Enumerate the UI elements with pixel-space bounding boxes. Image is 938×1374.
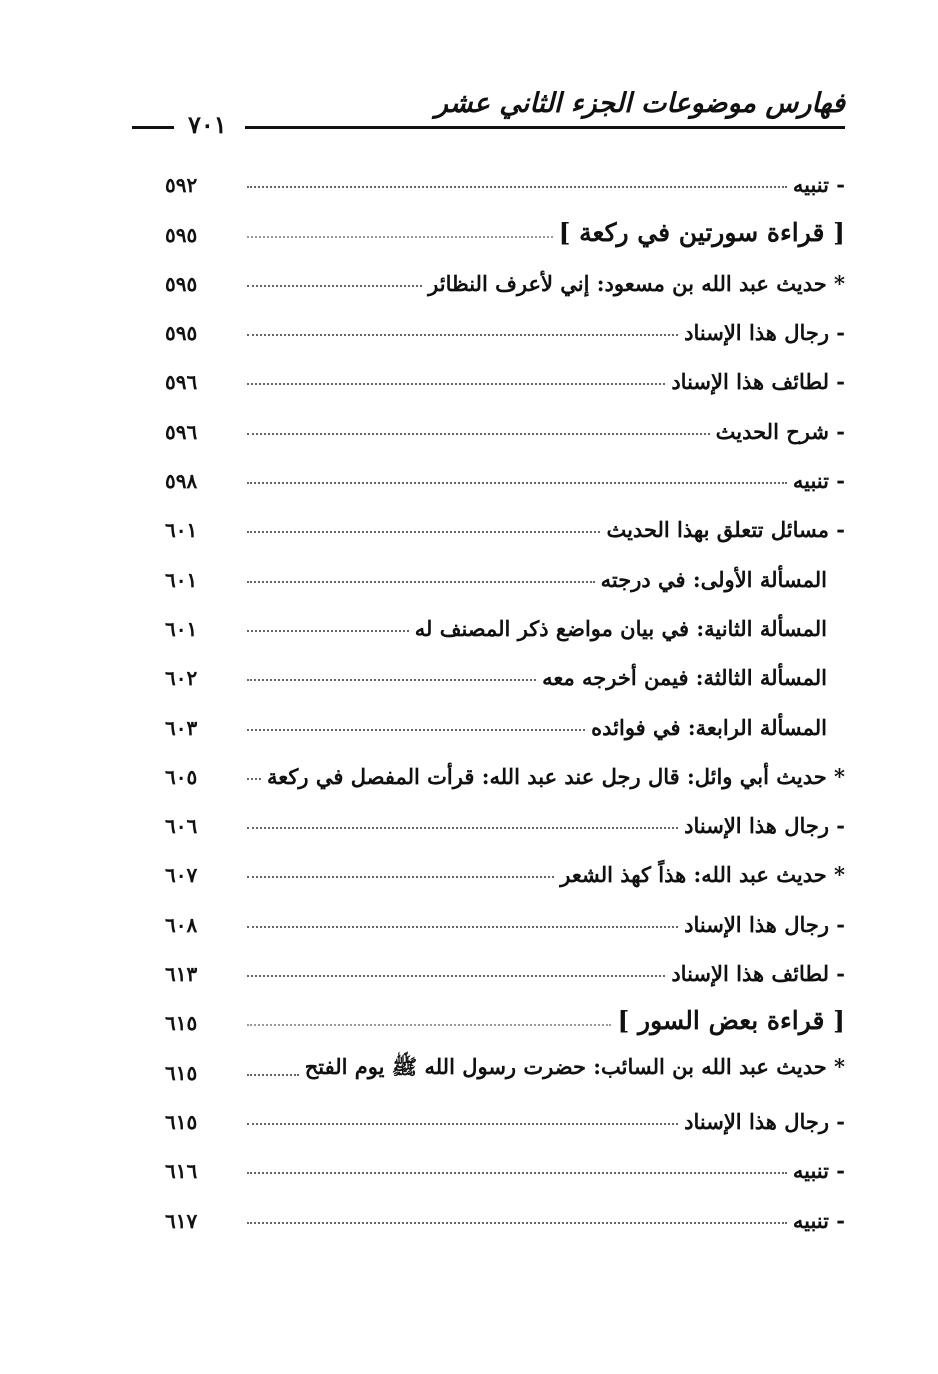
entry-text: - مسائل تتعلق بهذا الحديث bbox=[606, 517, 845, 543]
entry-text: - تنبيه bbox=[792, 172, 845, 198]
toc-entry bbox=[165, 1183, 845, 1232]
entry-page: ٥٩٥ bbox=[165, 222, 198, 247]
entry-page: ٥٩٢ bbox=[165, 173, 198, 198]
dot-leader bbox=[247, 334, 678, 336]
entry-page: ٦٠١ bbox=[165, 567, 198, 592]
toc-subentry bbox=[165, 592, 845, 641]
entry-page: ٥٩٥ bbox=[165, 271, 198, 296]
dot-leader bbox=[247, 679, 536, 681]
dot-leader bbox=[247, 1074, 299, 1076]
toc-subentry bbox=[165, 542, 845, 591]
entry-page: ٥٩٦ bbox=[165, 419, 198, 444]
dot-leader bbox=[247, 285, 422, 287]
toc-entry bbox=[165, 345, 845, 394]
toc-entry bbox=[165, 444, 845, 493]
dot-leader bbox=[247, 482, 787, 484]
dot-leader bbox=[247, 827, 678, 829]
toc-section-heading bbox=[165, 986, 845, 1035]
entry-page: ٦١٥ bbox=[165, 1011, 198, 1036]
entry-page: ٦٠٧ bbox=[165, 863, 198, 888]
page-number: ٧٠١ bbox=[188, 110, 227, 139]
dot-leader bbox=[247, 778, 261, 780]
toc-entry bbox=[165, 394, 845, 443]
entry-page: ٦١٥ bbox=[165, 1060, 198, 1085]
entry-page: ٦٠٨ bbox=[165, 912, 198, 937]
dot-leader bbox=[247, 1172, 787, 1174]
dot-leader bbox=[247, 433, 710, 435]
entry-text: - لطائف هذا الإسناد bbox=[671, 369, 845, 395]
toc-entry bbox=[165, 247, 845, 296]
entry-text: * حديث عبد الله بن السائب: حضرت رسول الله ﷺ يوم الفتح bbox=[304, 1053, 845, 1079]
section-title: [ قراءة سورتين في ركعة ] bbox=[558, 217, 845, 247]
entry-page: ٦١٦ bbox=[165, 1159, 198, 1184]
header-dash bbox=[132, 126, 174, 129]
entry-page: ٦٠٣ bbox=[165, 715, 198, 740]
dot-leader bbox=[247, 1024, 611, 1026]
dot-leader bbox=[247, 531, 600, 533]
entry-text: - رجال هذا الإسناد bbox=[684, 813, 845, 839]
entry-text: - تنبيه bbox=[792, 1158, 845, 1184]
dot-leader bbox=[247, 729, 585, 731]
running-header bbox=[130, 82, 845, 142]
toc-entry bbox=[165, 493, 845, 542]
entry-text: - رجال هذا الإسناد bbox=[684, 911, 845, 937]
entry-text: * حديث عبد الله: هذاً كهذ الشعر bbox=[560, 862, 845, 888]
entry-text: * حديث أبي وائل: قال رجل عند عبد الله: قرأت المفصل في ركعة bbox=[267, 763, 845, 789]
entry-page: ٦٠١ bbox=[165, 518, 198, 543]
entry-text: - رجال هذا الإسناد bbox=[684, 320, 845, 346]
dot-leader bbox=[247, 876, 554, 878]
entry-text: - لطائف هذا الإسناد bbox=[671, 961, 845, 987]
section-title: [ قراءة بعض السور ] bbox=[617, 1006, 845, 1036]
entry-page: ٥٩٦ bbox=[165, 370, 198, 395]
dot-leader bbox=[247, 1222, 787, 1224]
entry-text: المسألة الثالثة: فيمن أخرجه معه bbox=[542, 665, 827, 691]
entry-text: - تنبيه bbox=[792, 468, 845, 494]
dot-leader bbox=[247, 1123, 678, 1125]
entry-page: ٥٩٨ bbox=[165, 469, 198, 494]
header-rule bbox=[245, 126, 845, 129]
toc-subentry bbox=[165, 690, 845, 739]
toc-subentry bbox=[165, 641, 845, 690]
entry-page: ٦١٥ bbox=[165, 1109, 198, 1134]
entry-page: ٦٠٦ bbox=[165, 814, 198, 839]
dot-leader bbox=[247, 975, 665, 977]
dot-leader bbox=[247, 926, 678, 928]
dot-leader bbox=[247, 186, 787, 188]
entry-text: * حديث عبد الله بن مسعود: إني لأعرف النظائر bbox=[428, 270, 845, 296]
entry-text: - شرح الحديث bbox=[715, 418, 845, 444]
entry-text: المسألة الأولى: في درجته bbox=[600, 566, 827, 592]
toc-entry bbox=[165, 937, 845, 986]
toc-entry bbox=[165, 296, 845, 345]
entry-page: ٥٩٥ bbox=[165, 321, 198, 346]
entry-page: ٦٠٥ bbox=[165, 764, 198, 789]
toc-section-heading bbox=[165, 197, 845, 246]
entry-page: ٦١٧ bbox=[165, 1208, 198, 1233]
entry-text: - رجال هذا الإسناد bbox=[684, 1108, 845, 1134]
toc-entry bbox=[165, 789, 845, 838]
entry-text: المسألة الرابعة: في فوائده bbox=[591, 714, 827, 740]
entry-text: - تنبيه bbox=[792, 1207, 845, 1233]
table-of-contents bbox=[165, 148, 845, 1233]
toc-entry bbox=[165, 1134, 845, 1183]
header-title: فهارس موضوعات الجزء الثاني عشر bbox=[434, 88, 845, 119]
toc-entry bbox=[165, 887, 845, 936]
entry-text: المسألة الثانية: في بيان مواضع ذكر المصنف له bbox=[414, 615, 827, 641]
dot-leader bbox=[247, 383, 665, 385]
toc-entry bbox=[165, 148, 845, 197]
toc-entry bbox=[165, 1035, 845, 1084]
dot-leader bbox=[247, 581, 595, 583]
toc-entry bbox=[165, 1085, 845, 1134]
toc-entry bbox=[165, 740, 845, 789]
toc-entry bbox=[165, 838, 845, 887]
dot-leader bbox=[247, 236, 553, 238]
dot-leader bbox=[247, 630, 409, 632]
entry-page: ٦٠٢ bbox=[165, 666, 198, 691]
entry-page: ٦١٣ bbox=[165, 962, 198, 987]
entry-page: ٦٠١ bbox=[165, 616, 198, 641]
